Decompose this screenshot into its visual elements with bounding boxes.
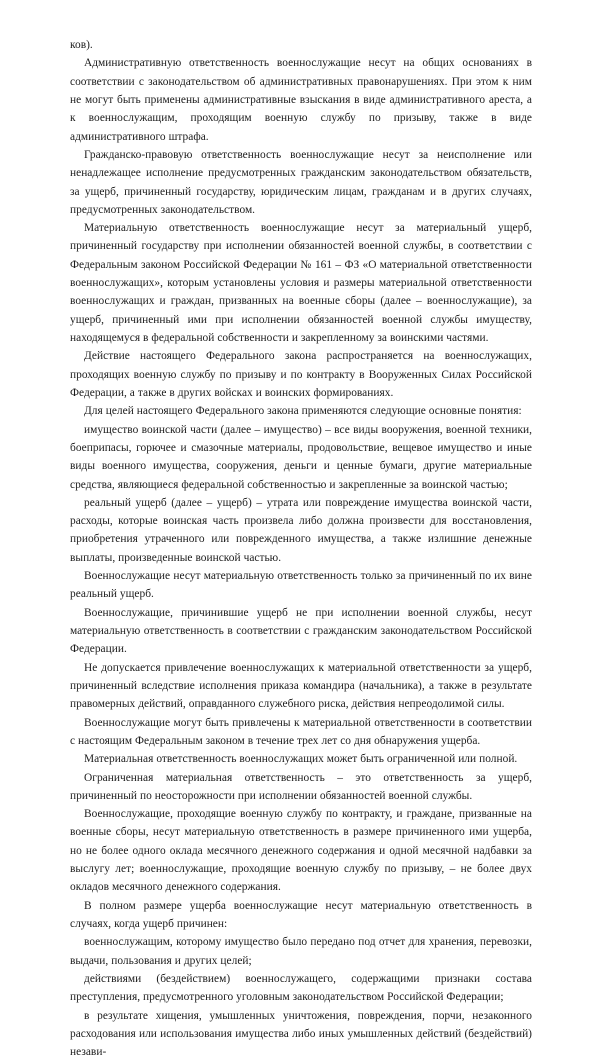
paragraph: В полном размере ущерба военнослужащие несут материальную ответственность в случаях, когда ущерб причинен:	[70, 899, 532, 930]
paragraph: Для целей настоящего Федерального закона применяются следующие основные понятия:	[84, 405, 522, 418]
paragraph: в результате хищения, умышленных уничтожения, повреждения, порчи, незаконного расходования или использования имущества либо иных умышленных действий (бездействий) незави-	[70, 1009, 532, 1059]
paragraph: Действие настоящего Федерального закона распространяется на военнослужащих, проходящих военную службу по призыву и по контракту в Вооруженных Силах Российской Федерации, а также в других войсках и воинских формированиях.	[70, 350, 532, 399]
paragraph: имущество воинской части (далее – имущество) – все виды вооружения, военной техники, боеприпасы, горючее и смазочные материалы, продовольствие, вещевое имущество и иные виды военного имущества, сооружения, деньги и ценные бумаги, другие материальные средства, являющиеся федеральной собственностью и закрепленные за воинской частью;	[70, 423, 532, 491]
paragraph: Военнослужащие, проходящие военную службу по контракту, и граждане, призванные на военные сборы, несут материальную ответственность в размере причиненного ими ущерба, но не более одного оклада месячного денежного содержания и одной месячной надбавки за выслугу лет; военнослужащие, проходящие военную службу по призыву, – не более двух окладов месячного денежного содержания.	[70, 808, 532, 894]
paragraph: Административную ответственность военнослужащие несут на общих основаниях в соответствии с законодательством об административных правонарушениях. При этом к ним не могут быть применены административные взыскания в виде административного ареста, а к военнослужащим, проходящим военную службу по призыву, также в виде административного штрафа.	[70, 57, 532, 143]
paragraph: Материальная ответственность военнослужащих может быть ограниченной или полной.	[84, 753, 518, 766]
paragraph: военнослужащим, которому имущество было передано под отчет для хранения, перевозки, выдачи, пользования и других целей;	[70, 936, 532, 967]
paragraph: Не допускается привлечение военнослужащих к материальной ответственности за ущерб, причиненный вследствие исполнения приказа командира (начальника), а также в результате правомерных действий, оправданного служебного риска, действия непреодолимой силы.	[70, 661, 532, 711]
paragraph: Гражданско-правовую ответственность военнослужащие несут за неисполнение или ненадлежащее исполнение предусмотренных гражданским законодательством обязательств, за ущерб, причиненный государству, юридическим лицам, гражданам и в других случаях, предусмотренных законодательством.	[70, 148, 532, 216]
paragraph: действиями (бездействием) военнослужащего, содержащими признаки состава преступления, предусмотренного уголовным законодательством Российской Федерации;	[70, 972, 532, 1004]
paragraph: Материальную ответственность военнослужащие несут за материальный ущерб, причиненный государству при исполнении обязанностей военной службы, в соответствии с Федеральным законом Российской Федерации № 161 – ФЗ «О материальной ответственности военнослужащих», которым установлены условия и размеры материальной ответственности военнослужащих и граждан, призванных на военные сборы (далее – военнослужащие), за ущерб, причиненный ими при исполнении обязанностей военной службы имуществу, находящемуся в федеральной собственности и закрепленному за воинскими частями.	[70, 222, 532, 344]
paragraph: ков).	[70, 39, 93, 51]
document-text-body	[70, 36, 532, 1062]
paragraph: Военнослужащие, причинившие ущерб не при исполнении военной службы, несут материальную ответственность в соответствии с гражданским законодательством Российской Федерации.	[70, 606, 532, 656]
paragraph: Ограниченная материальная ответственность – это ответственность за ущерб, причиненный по неосторожности при исполнении обязанностей военной службы.	[70, 771, 532, 802]
paragraph: Военнослужащие несут материальную ответственность только за причиненный по их вине реальный ущерб.	[70, 570, 532, 601]
paragraph: реальный ущерб (далее – ущерб) – утрата или повреждение имущества воинской части, расходы, которые воинская часть произвела либо должна произвести для восстановления, приобретения утраченного или поврежденного имущества, а также излишние денежные выплаты, произведенные воинской частью.	[70, 496, 532, 564]
paragraph: Военнослужащие могут быть привлечены к материальной ответственности в соответствии с настоящим Федеральным законом в течение трех лет со дня обнаружения ущерба.	[70, 716, 532, 747]
